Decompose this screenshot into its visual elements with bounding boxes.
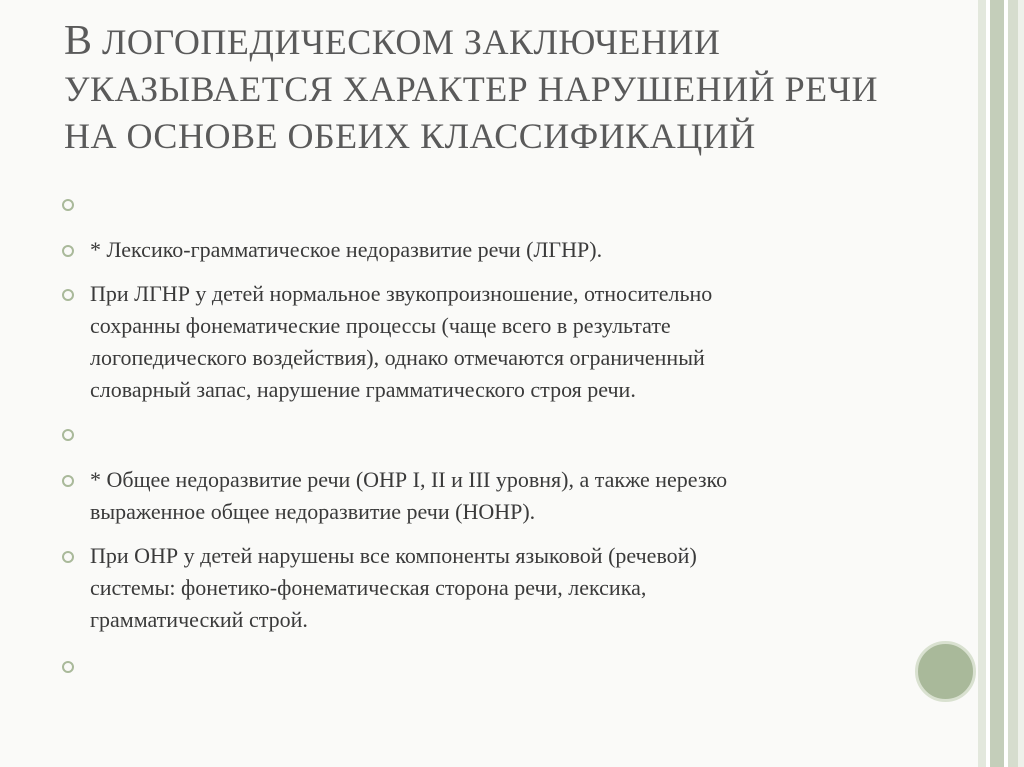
circle-bullet-icon bbox=[62, 661, 74, 673]
bullet-text: выраженное общее недоразвитие речи (НОНР). bbox=[90, 499, 536, 524]
bullet-text: логопедического воздействия), однако отмечаются ограниченный bbox=[90, 345, 705, 370]
stripe bbox=[1008, 0, 1018, 767]
title-line: В ЛОГОПЕДИЧЕСКОМ ЗАКЛЮЧЕНИИ bbox=[64, 18, 721, 64]
bullet-text: системы: фонетико-фонематическая сторона речи, лексика, bbox=[90, 575, 647, 600]
stripe bbox=[978, 0, 986, 767]
bullet-item-onr-description bbox=[62, 540, 902, 636]
stripe bbox=[1018, 0, 1024, 767]
circle-bullet-icon bbox=[62, 551, 74, 563]
bullet-item-lgnr-description bbox=[62, 278, 902, 406]
bullet-item-onr-heading bbox=[62, 464, 902, 528]
circle-bullet-icon bbox=[62, 475, 74, 487]
bullet-text: сохранны фонематические процессы (чаще всего в результате bbox=[90, 313, 671, 338]
circle-bullet-icon bbox=[62, 199, 74, 211]
bullet-text: * Общее недоразвитие речи (ОНР I, II и III уровня), а также нерезко bbox=[90, 467, 728, 492]
bullet-text: грамматический строй. bbox=[90, 607, 308, 632]
green-circle-icon bbox=[915, 641, 976, 702]
bullet-text: * Лексико-грамматическое недоразвитие речи (ЛГНР). bbox=[90, 237, 603, 262]
bullet-list bbox=[62, 188, 902, 682]
bullet-item-empty bbox=[62, 650, 902, 682]
circle-bullet-icon bbox=[62, 245, 74, 257]
circle-bullet-icon bbox=[62, 289, 74, 301]
circle-bullet-icon bbox=[62, 429, 74, 441]
slide-title bbox=[64, 18, 944, 160]
title-line: УКАЗЫВАЕТСЯ ХАРАКТЕР НАРУШЕНИЙ РЕЧИ bbox=[64, 69, 879, 109]
bullet-item-lgnr-heading bbox=[62, 234, 902, 266]
stripe bbox=[990, 0, 1004, 767]
decorative-stripes bbox=[978, 0, 1024, 767]
bullet-item-empty bbox=[62, 188, 902, 220]
bullet-item-empty bbox=[62, 418, 902, 450]
title-line: НА ОСНОВЕ ОБЕИХ КЛАССИФИКАЦИЙ bbox=[64, 116, 756, 156]
bullet-text: словарный запас, нарушение грамматического строя речи. bbox=[90, 377, 636, 402]
bullet-text: При ЛГНР у детей нормальное звукопроизношение, относительно bbox=[90, 281, 713, 306]
bullet-text: При ОНР у детей нарушены все компоненты языковой (речевой) bbox=[90, 543, 697, 568]
